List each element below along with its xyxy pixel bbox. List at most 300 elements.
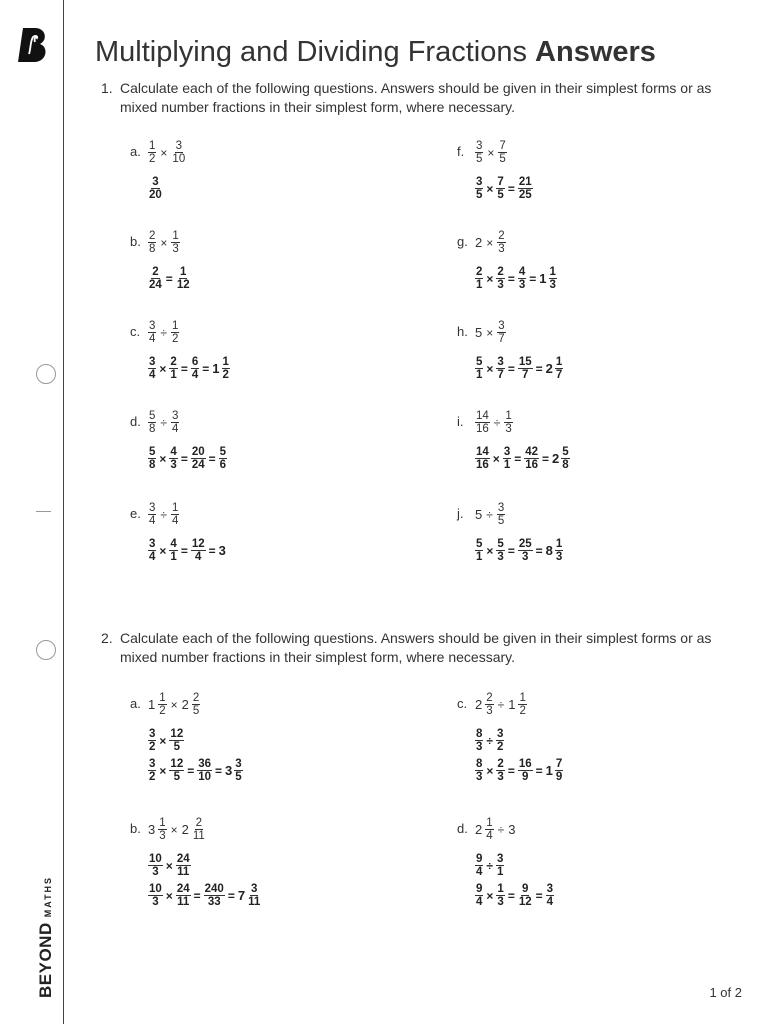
numerator: 1 [497,883,504,895]
operator: = [215,763,223,778]
fraction [234,758,242,783]
whole-number: 1 [545,763,553,778]
fraction [518,538,533,563]
operator: × [159,763,167,778]
denominator: 4 [149,515,156,527]
fraction [496,356,504,381]
beyond-logo-icon [16,26,50,64]
operator: × [486,235,494,250]
fraction [475,538,483,563]
operator: × [170,822,178,837]
denominator: 5 [476,153,483,165]
answer-expression [148,538,226,563]
whole-number: 8 [545,543,553,558]
whole-number: 2 [545,361,553,376]
numerator: 1 [172,502,179,514]
item-label: c. [130,324,141,339]
fraction [148,176,163,201]
operator: × [486,361,494,376]
answer-expression [148,176,163,201]
question-text: Calculate each of the following questions. Answers should be given in their simplest forms or as mixed number fractions in their simplest form, where necessary. [120,630,712,665]
operator: = [227,888,235,903]
denominator: 3 [152,866,159,878]
fraction [498,140,506,165]
denominator: 4 [476,866,483,878]
item-label: d. [457,821,468,836]
operator: = [193,888,201,903]
whole-number: 1 [148,697,156,712]
numerator: 42 [525,446,539,458]
denominator: 16 [525,459,539,471]
whole-number: 2 [475,235,483,250]
denominator: 4 [149,333,156,345]
denominator: 3 [555,551,563,563]
fraction [171,502,179,527]
denominator: 3 [172,243,179,255]
question-expression [475,140,507,165]
numerator: 7 [497,176,504,188]
denominator: 3 [486,705,493,717]
numerator: 3 [149,728,156,740]
answer-expression [475,853,504,878]
answer-expression [148,266,191,291]
question-number: 1. [101,80,113,96]
fraction [496,266,504,291]
whole-number: 3 [225,763,233,778]
answer-expression [475,728,504,753]
operator: × [159,361,167,376]
fraction [497,502,505,527]
fraction [169,356,177,381]
fraction [148,140,156,165]
item-label: g. [457,234,468,249]
question-expression [475,230,506,255]
item-label: a. [130,144,141,159]
numerator: 3 [498,320,505,332]
operator: × [159,733,167,748]
numerator: 14 [476,446,489,458]
numerator: 1 [555,538,563,550]
numerator: 2 [486,692,493,704]
numerator: 3 [476,140,483,152]
denominator: 2 [159,705,166,717]
operator: × [487,145,495,160]
whole-number: 5 [475,507,483,522]
fraction [148,728,156,753]
fraction [475,446,490,471]
denominator: 8 [149,459,156,471]
operator: = [514,451,522,466]
fraction [496,758,504,783]
denominator: 1 [497,866,504,878]
whole-number: 5 [475,325,483,340]
denominator: 2 [222,369,229,381]
denominator: 3 [518,279,526,291]
denominator: 4 [172,423,179,435]
denominator: 2 [172,333,179,345]
numerator: 1 [486,817,493,829]
denominator: 2 [149,771,156,783]
fraction [171,230,179,255]
operator: = [507,543,515,558]
numerator: 1 [172,320,179,332]
answer-expression [148,446,227,471]
numerator: 10 [149,883,162,895]
numerator: 5 [149,446,156,458]
fraction [518,356,533,381]
denominator: 11 [177,866,190,878]
answer-expression [475,356,563,381]
fraction [191,538,206,563]
question-expression [475,502,505,527]
fraction [197,758,212,783]
denominator: 10 [198,771,212,783]
fraction [475,728,483,753]
operator: = [187,763,195,778]
denominator: 10 [172,153,186,165]
fraction [475,853,483,878]
operator: × [486,543,494,558]
numerator: 1 [180,266,187,278]
denominator: 3 [498,243,505,255]
numerator: 20 [191,446,205,458]
operator: × [159,543,167,558]
whole-number: 2 [475,697,483,712]
numerator: 24 [176,853,190,865]
numerator: 5 [149,410,156,422]
operator: ÷ [160,507,167,522]
denominator: 4 [149,369,156,381]
numerator: 2 [195,817,203,829]
numerator: 8 [476,758,483,770]
operator: ÷ [493,415,501,430]
fraction [158,817,166,842]
numerator: 4 [518,266,526,278]
denominator: 3 [476,741,483,753]
question-expression [475,410,513,435]
denominator: 25 [518,189,532,201]
item-label: e. [130,506,141,521]
fraction [148,883,163,908]
operator: = [202,361,210,376]
numerator: 1 [159,692,166,704]
operator: = [535,361,543,376]
denominator: 5 [497,189,504,201]
operator: ÷ [160,415,167,430]
fraction [496,853,504,878]
page-number: 1 of 2 [709,985,742,1000]
numerator: 5 [497,538,504,550]
numerator: 3 [149,502,156,514]
fraction [176,853,191,878]
operator: ÷ [497,822,505,837]
item-label: f. [457,144,465,159]
numerator: 2 [497,266,504,278]
fraction [191,446,206,471]
denominator: 4 [486,830,493,842]
numerator: 5 [562,446,569,458]
denominator: 3 [152,896,159,908]
numerator: 10 [149,853,162,865]
denominator: 1 [476,279,483,291]
operator: = [507,361,515,376]
denominator: 1 [170,551,177,563]
denominator: 7 [497,369,504,381]
fraction [176,883,191,908]
operator: = [507,888,515,903]
fraction [169,446,177,471]
operator: × [165,888,173,903]
operator: × [486,763,494,778]
fraction [171,140,186,165]
fraction [504,410,512,435]
denominator: 4 [546,896,554,908]
whole-number: 1 [212,361,220,376]
whole-number: 1 [508,697,516,712]
operator: × [170,697,178,712]
numerator: 2 [498,230,505,242]
operator: × [160,235,168,250]
numerator: 12 [170,728,184,740]
operator: ÷ [486,858,493,873]
numerator: 7 [499,140,506,152]
fraction [475,883,483,908]
fraction [546,883,554,908]
punch-hole-bottom [36,640,56,660]
numerator: 2 [476,266,483,278]
item-label: c. [457,696,468,711]
numerator: 1 [149,140,156,152]
operator: = [208,543,216,558]
fraction [192,817,206,842]
fraction [518,758,533,783]
numerator: 3 [235,758,242,770]
denominator: 8 [149,423,156,435]
denominator: 11 [177,896,190,908]
fraction [192,692,200,717]
fraction [148,320,156,345]
question-expression [148,817,206,842]
numerator: 3 [175,140,183,152]
fraction [485,817,493,842]
question-expression [148,502,179,527]
operator: = [180,361,188,376]
denominator: 3 [497,551,504,563]
numerator: 5 [219,446,227,458]
numerator: 12 [191,538,205,550]
question-number: 2. [101,630,113,646]
numerator: 9 [476,853,483,865]
numerator: 6 [191,356,199,368]
denominator: 9 [555,771,563,783]
denominator: 16 [476,459,489,471]
numerator: 3 [476,176,483,188]
operator: × [165,858,173,873]
numerator: 3 [497,728,504,740]
fraction [555,758,563,783]
question-2 [101,629,741,667]
denominator: 2 [149,153,156,165]
margin-line [63,0,64,1024]
operator: = [535,763,543,778]
denominator: 3 [497,896,504,908]
operator: = [180,543,188,558]
fraction [497,320,505,345]
answer-expression [475,758,563,783]
fraction [496,728,504,753]
numerator: 9 [522,883,529,895]
operator: = [529,271,537,286]
fraction [219,446,227,471]
numerator: 7 [555,758,563,770]
numerator: 36 [198,758,212,770]
operator: = [535,888,543,903]
item-label: h. [457,324,468,339]
punch-hole-top [36,364,56,384]
question-expression [475,817,515,842]
denominator: 1 [476,551,483,563]
answer-expression [148,728,184,753]
fraction [191,356,199,381]
operator: ÷ [160,325,167,340]
numerator: 1 [555,356,563,368]
numerator: 3 [149,320,156,332]
numerator: 1 [159,817,166,829]
brand-vertical [36,876,56,998]
answer-expression [148,853,191,878]
denominator: 3 [170,459,177,471]
numerator: 5 [476,356,483,368]
item-label: a. [130,696,141,711]
denominator: 4 [476,896,483,908]
denominator: 16 [476,423,489,435]
numerator: 4 [170,446,177,458]
denominator: 5 [235,771,242,783]
item-label: b. [130,234,141,249]
denominator: 24 [149,279,162,291]
denominator: 3 [497,771,504,783]
operator: = [208,451,216,466]
denominator: 3 [505,423,512,435]
denominator: 2 [519,705,526,717]
denominator: 3 [549,279,556,291]
fraction [158,692,166,717]
numerator: 3 [497,356,504,368]
question-text: Calculate each of the following questions. Answers should be given in their simplest forms or as mixed number fractions in their simplest form, where necessary. [120,80,712,115]
numerator: 12 [170,758,184,770]
fraction [518,883,533,908]
whole-number: 2 [475,822,483,837]
numerator: 9 [476,883,483,895]
operator: × [486,181,494,196]
numerator: 3 [503,446,511,458]
fraction [555,356,563,381]
operator: × [159,451,167,466]
operator: = [180,451,188,466]
answer-expression [475,266,557,291]
answer-expression [148,356,230,381]
fraction [169,728,184,753]
operator: = [535,543,543,558]
denominator: 6 [219,459,227,471]
operator: = [542,451,550,466]
fraction [475,356,483,381]
numerator: 2 [149,230,156,242]
fraction [204,883,225,908]
numerator: 3 [497,853,504,865]
fraction [496,176,504,201]
denominator: 12 [518,896,532,908]
denominator: 5 [192,705,200,717]
numerator: 2 [170,356,177,368]
numerator: 14 [476,410,489,422]
denominator: 5 [173,741,181,753]
numerator: 24 [176,883,190,895]
numerator: 5 [476,538,483,550]
denominator: 9 [522,771,529,783]
operator: × [486,271,494,286]
fraction [555,538,563,563]
numerator: 3 [149,758,156,770]
fraction [503,446,511,471]
numerator: 25 [518,538,532,550]
page-title [95,36,656,69]
whole-number: 1 [539,271,547,286]
item-label: b. [130,821,141,836]
denominator: 5 [499,153,506,165]
answer-expression [475,446,570,471]
denominator: 24 [191,459,205,471]
margin-tick [36,511,51,512]
answer-expression [475,538,563,563]
fraction [549,266,557,291]
operator: ÷ [497,697,505,712]
whole-number: 2 [552,451,560,466]
fraction [518,266,526,291]
numerator: 3 [546,883,554,895]
fraction [518,176,533,201]
denominator: 11 [192,830,205,842]
fraction [222,356,230,381]
answer-expression [148,758,243,783]
denominator: 1 [503,459,511,471]
operator: = [507,763,515,778]
fraction [247,883,261,908]
numerator: 240 [204,883,224,895]
fraction [176,266,191,291]
fraction [485,692,493,717]
fraction [475,410,490,435]
answer-expression [475,883,554,908]
answer-expression [148,883,261,908]
denominator: 4 [149,551,156,563]
fraction [148,758,156,783]
denominator: 20 [149,189,162,201]
numerator: 2 [192,692,200,704]
numerator: 3 [152,176,159,188]
operator: ÷ [486,733,493,748]
fraction [475,140,483,165]
title-bold: Answers [535,36,656,68]
denominator: 7 [498,333,505,345]
question-expression [475,320,506,345]
fraction [496,538,504,563]
fraction [475,266,483,291]
denominator: 3 [159,830,166,842]
denominator: 7 [522,369,529,381]
denominator: 8 [562,459,569,471]
fraction [148,446,156,471]
